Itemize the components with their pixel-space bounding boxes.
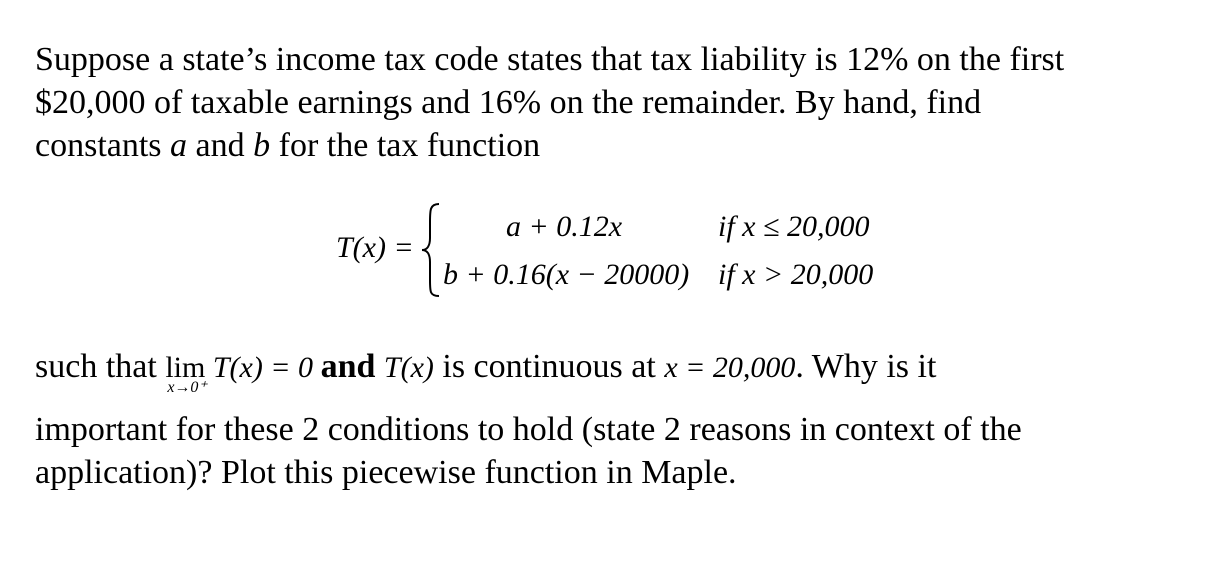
and-word: and — [320, 348, 376, 385]
intro-and: and — [187, 127, 254, 164]
conditions-line-2: important for these 2 conditions to hold (state 2 reasons in context of the — [35, 411, 1022, 448]
intro-line-3 — [35, 124, 1185, 167]
intro-line-1: Suppose a state’s income tax code states that tax liability is 12% on the first — [35, 41, 1065, 78]
left-brace-icon — [419, 200, 443, 300]
piecewise-equation — [336, 200, 896, 300]
problem-intro — [35, 38, 1185, 167]
conditions-line-3: application)? Plot this piecewise function in Maple. — [35, 454, 737, 491]
variable-b: b — [253, 127, 271, 164]
continuity-tail: . Why is it — [795, 348, 937, 385]
limit-subscript: x→0⁺ — [167, 379, 207, 396]
case1-condition: if x ≤ 20,000 — [718, 210, 870, 243]
continuity-point: x = 20,000 — [664, 351, 796, 384]
case1-expression: a + 0.12x — [506, 210, 623, 243]
equation-lhs: T(x) = — [336, 231, 414, 264]
limit-word: lim — [165, 351, 206, 384]
case2-expression: b + 0.16(x − 20000) — [443, 258, 690, 291]
intro-line-2: $20,000 of taxable earnings and 16% on the remainder. By hand, find — [35, 84, 982, 121]
intro-tail: for the tax function — [270, 127, 541, 164]
conditions-prefix: such that — [35, 348, 166, 385]
intro-line-3-start: constants — [35, 127, 171, 164]
limit-expression — [165, 346, 207, 396]
continuity-function: T(x) — [383, 351, 434, 384]
case2-condition: if x > 20,000 — [718, 258, 874, 291]
limit-body: T(x) = 0 — [205, 351, 321, 384]
variable-a: a — [170, 127, 188, 164]
conditions-line-1 — [35, 345, 1185, 396]
continuity-text: is continuous at — [433, 348, 665, 385]
conditions-text — [35, 345, 1185, 494]
